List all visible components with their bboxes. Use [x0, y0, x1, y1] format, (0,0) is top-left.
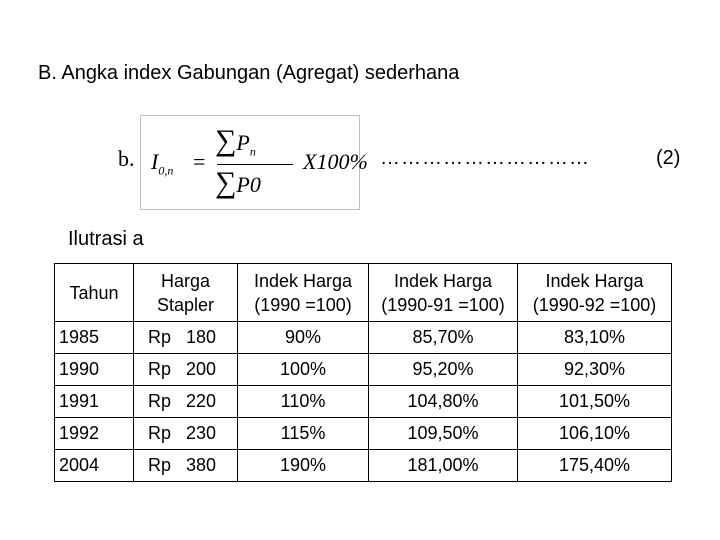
illustration-heading: Ilutrasi a — [68, 228, 144, 250]
cell-index: 85,70% — [369, 322, 518, 354]
formula-number: (2) — [656, 147, 681, 169]
cell-index: 115% — [238, 418, 369, 450]
header-indek-1990-91: Indek Harga (1990-91 =100) — [369, 264, 518, 322]
formula-row — [118, 112, 698, 212]
table-header-row — [55, 264, 672, 322]
formula-equals: = — [193, 149, 206, 174]
header-harga-stapler: Harga Stapler — [134, 264, 238, 322]
cell-index: 101,50% — [518, 386, 672, 418]
formula-prefix: b. — [118, 146, 135, 171]
cell-index: 109,50% — [369, 418, 518, 450]
table-row — [55, 418, 672, 450]
formula-fraction — [215, 124, 297, 204]
sum-symbol: ∑ — [215, 124, 237, 157]
cell-index: 90% — [238, 322, 369, 354]
cell-index: 190% — [238, 450, 369, 482]
cell-year: 1991 — [55, 386, 134, 418]
cell-index: 104,80% — [369, 386, 518, 418]
cell-year: 1985 — [55, 322, 134, 354]
table-row — [55, 450, 672, 482]
cell-price: Rp 180 — [134, 322, 238, 354]
cell-price: Rp 220 — [134, 386, 238, 418]
formula-image — [140, 115, 368, 210]
cell-index: 92,30% — [518, 354, 672, 386]
cell-index: 83,10% — [518, 322, 672, 354]
table-row — [55, 322, 672, 354]
cell-year: 1990 — [55, 354, 134, 386]
cell-price: Rp 230 — [134, 418, 238, 450]
formula-leader-dots: ………………………… — [380, 147, 590, 169]
cell-index: 95,20% — [369, 354, 518, 386]
header-tahun: Tahun — [55, 264, 134, 322]
formula-multiplier: X100% — [303, 149, 368, 174]
cell-price: Rp 380 — [134, 450, 238, 482]
cell-year: 2004 — [55, 450, 134, 482]
formula-numerator: $\sum P_n$ — [215, 124, 256, 159]
table-row — [55, 354, 672, 386]
formula-lhs: $I_{0,n}$ — [151, 149, 174, 178]
header-indek-1990: Indek Harga (1990 =100) — [238, 264, 369, 322]
cell-price: Rp 200 — [134, 354, 238, 386]
cell-index: 175,40% — [518, 450, 672, 482]
section-heading: B. Angka index Gabungan (Agregat) sederhana — [38, 62, 460, 84]
cell-index: 181,00% — [369, 450, 518, 482]
fraction-bar — [217, 164, 293, 165]
header-indek-1990-92: Indek Harga (1990-92 =100) — [518, 264, 672, 322]
formula-denominator: ∑P0 — [215, 166, 261, 199]
price-index-table — [54, 263, 672, 482]
cell-index: 106,10% — [518, 418, 672, 450]
table-row — [55, 386, 672, 418]
sum-symbol: ∑ — [215, 166, 237, 199]
cell-year: 1992 — [55, 418, 134, 450]
cell-index: 110% — [238, 386, 369, 418]
cell-index: 100% — [238, 354, 369, 386]
